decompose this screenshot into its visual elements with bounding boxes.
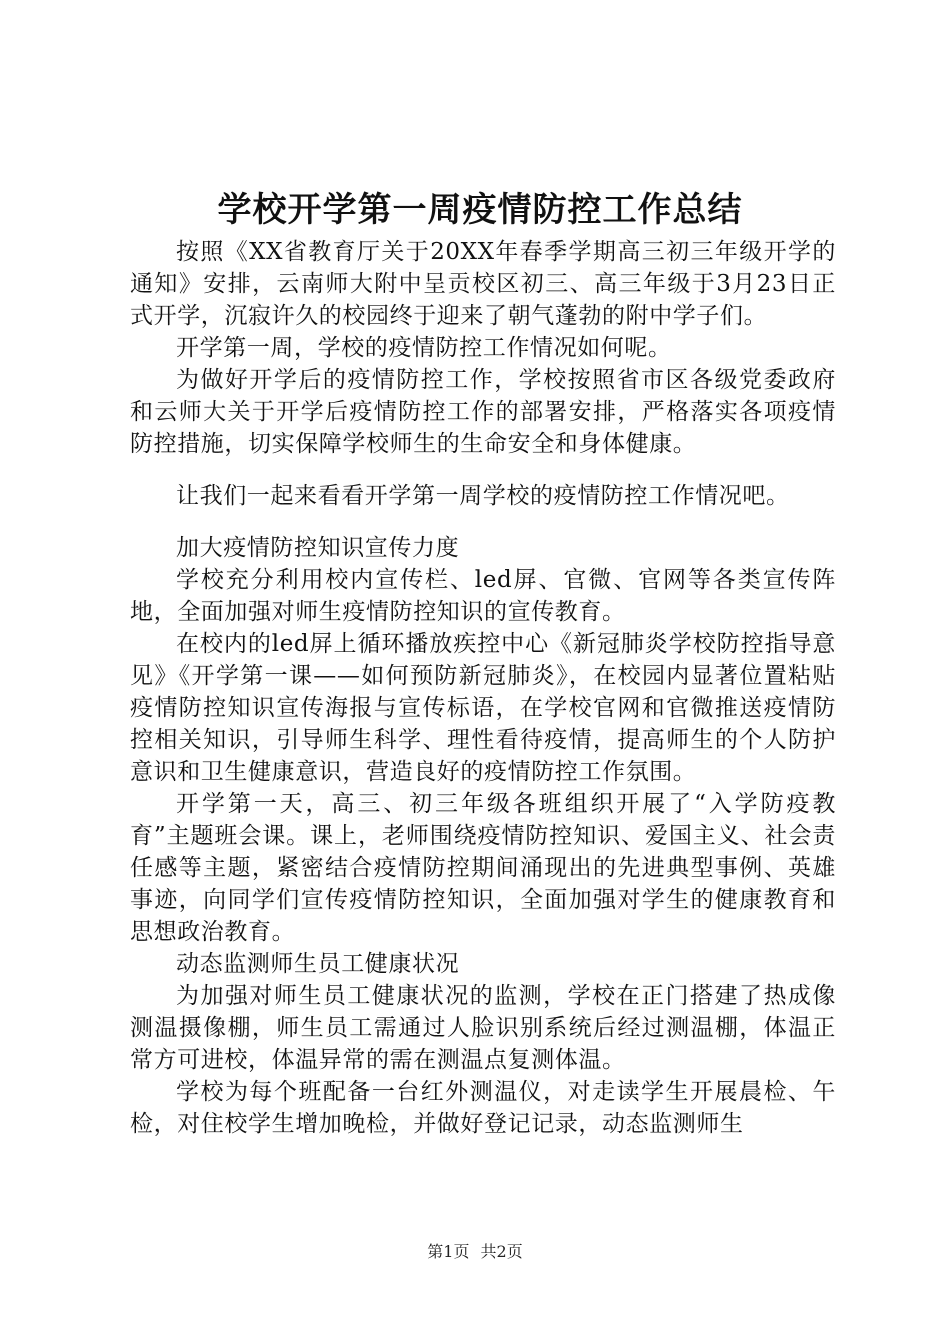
paragraph-led-screen: 在校内的led屏上循环播放疾控中心《新冠肺炎学校防控指导意见》《开学第一课——如何预防新冠肺炎》，在校园内显著位置粘贴疫情防控知识宣传海报与宣传标语，在学校官网和官微推送疫情防控相关知识，引导师生科学、理性看待疫情，提高师生的个人防护意识和卫生健康意识，营造良好的疫情防控工作氛围。 bbox=[130, 631, 836, 785]
paragraph-thermal-camera: 为加强对师生员工健康状况的监测，学校在正门搭建了热成像测温摄像棚，师生员工需通过人脸识别系统后经过测温棚，体温正常方可进校，体温异常的需在测温点复测体温。 bbox=[130, 983, 836, 1073]
paragraph-class-meeting: 开学第一天，高三、初三年级各班组织开展了“入学防疫教育”主题班会课。课上，老师围绕疫情防控知识、爱国主义、社会责任感等主题，紧密结合疫情防控期间涌现出的先进典型事例、英雄事迹，向同学们宣传疫情防控知识，全面加强对学生的健康教育和思想政治教育。 bbox=[130, 791, 836, 945]
paragraph-lead-in: 让我们一起来看看开学第一周学校的疫情防控工作情况吧。 bbox=[176, 483, 790, 509]
paragraph-arrangement: 为做好开学后的疫情防控工作，学校按照省市区各级党委政府和云师大关于开学后疫情防控工作的部署安排，严格落实各项疫情防控措施，切实保障学校师生的生命安全和身体健康。 bbox=[130, 367, 836, 457]
document-title: 学校开学第一周疫情防控工作总结 bbox=[217, 190, 743, 230]
document-body bbox=[130, 236, 836, 1140]
paragraph-intro: 按照《XX省教育厅关于20XX年春季学期高三初三年级开学的通知》安排，云南师大附中呈贡校区初三、高三年级于3月23日正式开学，沉寂许久的校园终于迎来了朝气蓬勃的附中学子们。 bbox=[130, 239, 836, 329]
section-heading-health-monitoring: 动态监测师生员工健康状况 bbox=[176, 951, 460, 977]
paragraph-thermometers: 学校为每个班配备一台红外测温仪，对走读学生开展晨检、午检，对住校学生增加晚检，并做好登记记录，动态监测师生 bbox=[130, 1079, 836, 1137]
section-heading-publicity: 加大疫情防控知识宣传力度 bbox=[176, 535, 460, 561]
page-footer bbox=[0, 1242, 950, 1262]
page-number: 第1页 bbox=[427, 1242, 470, 1261]
paragraph-publicity-channels: 学校充分利用校内宣传栏、led屏、官微、官网等各类宣传阵地，全面加强对师生疫情防控知识的宣传教育。 bbox=[130, 567, 836, 625]
page-total: 共2页 bbox=[480, 1242, 523, 1261]
paragraph-question: 开学第一周，学校的疫情防控工作情况如何呢。 bbox=[176, 335, 672, 361]
